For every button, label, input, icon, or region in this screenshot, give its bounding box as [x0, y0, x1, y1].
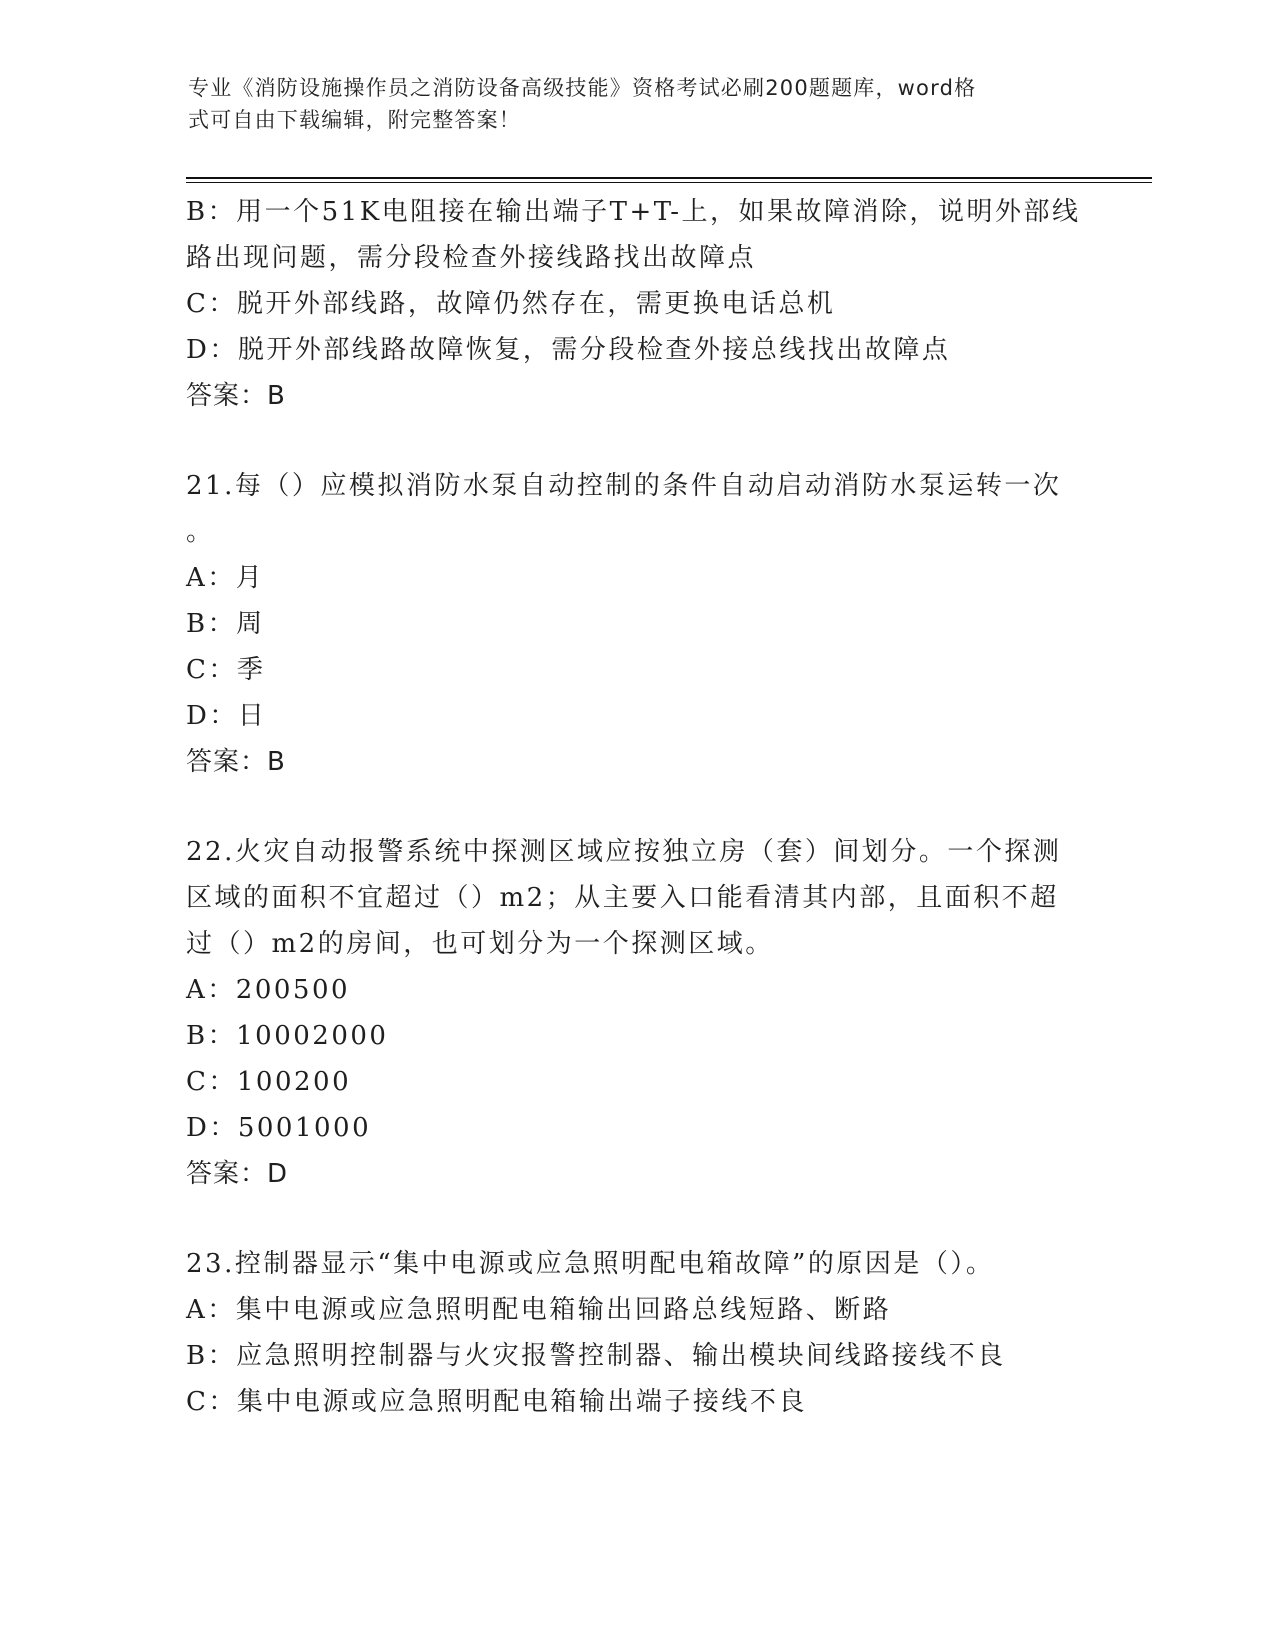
question-stem-line-3: 过（）m2的房间，也可划分为一个探测区域。 [186, 929, 774, 959]
question-23 [186, 1241, 1086, 1425]
header-divider-thick [186, 177, 1152, 179]
question-stem-line-1: 23.控制器显示“集中电源或应急照明配电箱故障”的原因是（）。 [186, 1249, 995, 1279]
question-stem-line-1: 22.火灾自动报警系统中探测区域应按独立房（套）间划分。一个探测 [186, 837, 1062, 867]
option-b-line-1: B：用一个51K电阻接在输出端子T+T-上，如果故障消除，说明外部线 [186, 197, 1081, 227]
question-stem-line-2: 区域的面积不宜超过（）m2；从主要入口能看清其内部，且面积不超 [186, 883, 1059, 913]
spacer [186, 1197, 1086, 1241]
question-stem-line-2: 。 [186, 517, 215, 547]
option-c: C：集中电源或应急照明配电箱输出端子接线不良 [186, 1387, 807, 1417]
spacer [186, 419, 1086, 463]
header-divider-thin [186, 182, 1152, 183]
option-c: C：脱开外部线路，故障仍然存在，需更换电话总机 [186, 289, 836, 319]
option-a: A：集中电源或应急照明配电箱输出回路总线短路、断路 [186, 1295, 892, 1325]
option-a: A：200500 [186, 975, 351, 1005]
option-c: C：100200 [186, 1067, 352, 1097]
option-d: D：5001000 [186, 1113, 372, 1143]
spacer [186, 785, 1086, 829]
option-a: A：月 [186, 563, 265, 593]
document-header [188, 72, 1068, 136]
option-b: B：应急照明控制器与火灾报警控制器、输出模块间线路接线不良 [186, 1341, 1006, 1371]
option-d: D：脱开外部线路故障恢复，需分段检查外接总线找出故障点 [186, 335, 951, 365]
option-b: B：周 [186, 609, 265, 639]
option-b-line-2: 路出现问题，需分段检查外接线路找出故障点 [186, 243, 757, 273]
option-b: B：10002000 [186, 1021, 389, 1051]
question-22 [186, 829, 1086, 1197]
question-21 [186, 463, 1086, 785]
answer-line: 答案：B [186, 747, 286, 777]
question-stem-line-1: 21.每（）应模拟消防水泵自动控制的条件自动启动消防水泵运转一次 [186, 471, 1062, 501]
option-c: C：季 [186, 655, 266, 685]
header-line-1: 专业《消防设施操作员之消防设备高级技能》资格考试必刷200题题库，word格 [188, 76, 977, 100]
answer-line: 答案：B [186, 381, 286, 411]
header-line-2: 式可自由下载编辑，附完整答案！ [188, 108, 521, 132]
question-list [186, 189, 1086, 1425]
option-d: D：日 [186, 701, 267, 731]
question-20-continued [186, 189, 1086, 419]
answer-line: 答案：D [186, 1159, 289, 1189]
